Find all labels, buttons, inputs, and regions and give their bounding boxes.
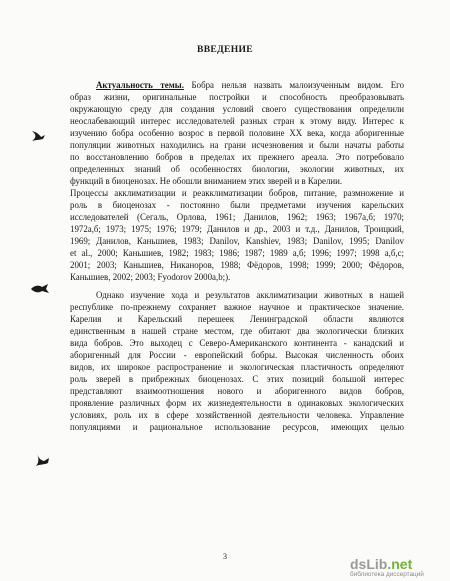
paragraph-line: 2001; 2003; Каньшиев, Никаноров, 1988; Фёдоров, 1998; 1999; 2000; Фёдоров,	[70, 260, 404, 270]
paragraph-line: аборигенный для России - европейский бобры. Высокая численность обоих	[70, 350, 404, 360]
paragraph-line: 1972а,б; 1973; 1975; 1976; 1979; Данилов и др., 2003 и т.д., Данилов, Троицкий,	[70, 224, 404, 234]
topic-relevance-label: Актуальность темы.	[96, 80, 184, 90]
watermark-brand-accent: .net	[387, 556, 413, 572]
paragraph-line: окружающую среду для создания условий своего существования определили	[70, 104, 404, 114]
paragraph-line: роль зверей в прибрежных биоценозах. С этих позиций большой интерес	[70, 374, 404, 384]
paragraph-line: популяции животных находились на грани исчезновения и были начаты работы	[70, 140, 404, 150]
watermark-logo	[350, 556, 446, 578]
paragraph-line: функций в биоценозах. Не обошли вниманием этих зверей и в Карелии.	[70, 176, 343, 186]
watermark-tagline: библиотека диссертаций	[350, 571, 424, 578]
paragraph-line: определенных знаний об особенностях биологии, экологии животных, их	[70, 164, 404, 174]
margin-mark-icon	[34, 452, 52, 468]
paragraph-line: видов, их широкое распространение и экологическая пластичность определяют	[70, 362, 404, 372]
paragraph-line: Однако изучение хода и результатов акклиматизации животных в нашей	[96, 290, 404, 300]
paragraph-line: популяциями и рациональное использование ресурсов, имеющих целью	[70, 422, 404, 432]
paragraph-line	[70, 80, 404, 91]
paragraph-line: образ жизни, оригинальные постройки и способность преобразовывать	[70, 92, 404, 102]
paragraph-line: Процессы акклиматизации и реакклиматизации бобров, питание, размножение и	[70, 188, 404, 198]
paragraph-line: условиях, роль их в сфере хозяйственной деятельности человека. Управление	[70, 410, 404, 420]
watermark-brand-main: dsLib	[350, 556, 388, 572]
watermark-brand	[350, 556, 412, 572]
paragraph-line: изучению бобра особенно возрос в первой половине XX века, когда аборигенные	[70, 128, 404, 138]
paragraph-line: 1969; Данилов, Каньшиев, 1983; Danilov, Kanshiev, 1983; Danilov, 1995; Danilov	[70, 236, 404, 246]
page-title: ВВЕДЕНИЕ	[197, 44, 253, 55]
page-number: 3	[223, 552, 227, 561]
paragraph-line: исследователей (Сегаль, Орлова, 1961; Данилов, 1962; 1963; 1967а,б; 1970;	[70, 212, 404, 222]
margin-mark-icon	[30, 282, 50, 296]
paragraph-line: представляют взаимоотношения нового и аборигенного видов бобров,	[70, 386, 404, 396]
paragraph-line: et al., 2000; Каньшиев, 1982; 1983; 1986; 1987; 1989 а,б; 1996; 1997; 1998 а,б,с;	[70, 248, 404, 258]
paragraph-line: по восстановлению бобров в пределах их прежнего ареала. Это потребовало	[70, 152, 404, 162]
paragraph-line: единственным в нашей стране местом, где обитают два экологически близких	[70, 326, 404, 336]
paragraph-line: Каньшиев, 2002; 2003; Fyodorov 2000а,b;).	[70, 272, 231, 282]
paragraph-line: вида бобров. Это выходец с Северо-Американского континента - канадский и	[70, 338, 404, 348]
paragraph-line: проявление различных форм их жизнедеятельности в одинаковых экологических	[70, 398, 404, 408]
paragraph-line: Карелия и Карельский перешеек Ленинградской области являются	[70, 314, 404, 324]
margin-mark-icon	[30, 128, 48, 144]
line-text: Бобра нельзя назвать малоизученным видом. Его	[183, 80, 405, 90]
paragraph-line: неослабевающий интерес исследователей разных стран к этому виду. Интерес к	[70, 116, 404, 126]
paragraph-line: роль в биоценозах - постоянно были предметами изучения карельских	[70, 200, 404, 210]
paragraph-line: республике по-прежнему сохраняет важное научное и практическое значение.	[70, 302, 404, 312]
